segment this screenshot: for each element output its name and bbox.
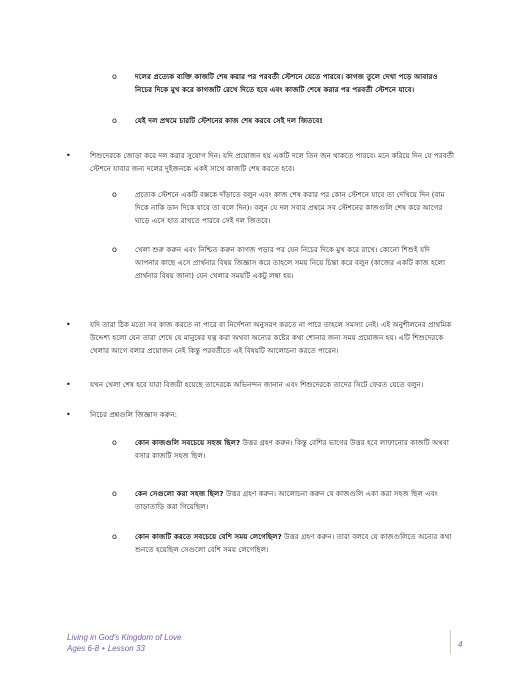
question-text: কোন কাজটি করতে সবচেয়ে বেশি সময় লেগেছিল? bbox=[135, 532, 282, 541]
circle-bullet-icon: o bbox=[112, 532, 117, 541]
circle-bullet-icon: o bbox=[112, 190, 117, 199]
instruction-text: নিচের প্রশ্নগুলি জিজ্ঞাস করুন: bbox=[90, 410, 178, 419]
instruction-text: যদি তারা ঠিক মতো সব কাজ করতে না পারে বা নির্দেশনা অনুসরণ করতে না পারে তাহলে সমস্যা নেই। এই অনুশীলনের প্রাথমিক উদ্দেশ্য হলো যেন তারা শেষে যে মানুষের যত্ন করা অথবা অন্যের কষ্টের কথা শোনার জন্য সময় প্রয়োজন হয়। এটি শিশুদেরকে খেলার আগে বলার প্রয়োজন নেই কিন্তু পরবর্তীতে এই বিষয়টি আলোচনা করতে পারেন। bbox=[90, 320, 452, 355]
list-item bbox=[112, 70, 455, 96]
dot-bullet-icon: • bbox=[66, 320, 71, 329]
footer-lesson-info bbox=[67, 643, 181, 654]
page-footer bbox=[67, 632, 181, 654]
page-number: 4 bbox=[458, 640, 463, 649]
circle-bullet-icon: o bbox=[112, 245, 117, 254]
list-item bbox=[66, 378, 455, 391]
answer-text: উত্তর গ্রহণ করুন। তারা বলবে যে কাজগুলিতে অন্যের কথা শুনতে হয়েছিল সেগুলো বেশি সময় লেগেছিল। bbox=[135, 532, 452, 554]
instruction-text: খেলা শুরু করুন এবং নিশ্চিত করুন কাগজ পড়ার পর যেন নিচের দিকে মুখ করে রাখে। কোনো শিশুই যদি আপনার কাছে এসে প্রার্থনার বিষয় জিজ্ঞাস করে তাহলে সময় নিয়ে চিন্তা করে বলুন (কাজের একটি কাজ হলো প্রার্থনার বিষয় জানা) যেন খেলার সময়টি একটু লম্বা হয়। bbox=[135, 245, 446, 280]
dot-bullet-icon: • bbox=[66, 380, 71, 389]
dot-bullet-icon: • bbox=[66, 410, 71, 419]
circle-bullet-icon: o bbox=[112, 116, 117, 125]
list-item bbox=[66, 318, 455, 357]
question-text: কোন কাজগুলি সবচেয়ে সহজ ছিল? bbox=[135, 438, 241, 447]
list-item bbox=[66, 149, 455, 175]
list-item bbox=[66, 408, 455, 421]
instruction-text: যখন খেলা শেষ হবে যারা বিজয়ী হয়েছে তাদেরকে অভিনন্দন জানান এবং শিশুদেরকে তাদের সিটে ফেরত যেতে বলুন। bbox=[90, 380, 424, 389]
question-item bbox=[112, 436, 455, 462]
list-item bbox=[112, 243, 455, 282]
dot-bullet-icon: • bbox=[66, 151, 71, 160]
footer-lesson: Lesson 33 bbox=[107, 644, 145, 653]
question-text: কেন সেগুলো করা সহজ ছিল? bbox=[135, 489, 224, 498]
instruction-text: দলের প্রত্যেক ব্যক্তি কাজটি শেষ করার পর পরবর্তী স্টেশনে যেতে পারবে। কাগজ তুলে দেখা পড়ে আবারও নিচের দিকে মুখ করে কাগজটি রেখে দিতে হবে এবং কাজটি শেষে করার পর পরবর্তী স্টেশনে যাবে। bbox=[135, 72, 438, 94]
instruction-text: যেই দল প্রথমে চারটি স্টেশনের কাজ শেষ করবে সেই দল জিতবে! bbox=[135, 116, 323, 125]
circle-bullet-icon: o bbox=[112, 72, 117, 81]
footer-series-title: Living in God's Kingdom of Love bbox=[67, 633, 182, 642]
footer-ages: Ages 6-8 bbox=[67, 644, 100, 653]
answer-text: উত্তর গ্রহণ করুন। কিন্তু বেশির ভাগের উত্তর হবে লাফানোর কাজটি অথবা বসার কাজটি সহজ ছিল। bbox=[135, 438, 449, 460]
footer-divider bbox=[450, 630, 451, 654]
question-item bbox=[112, 487, 455, 513]
list-item bbox=[112, 188, 455, 227]
list-item bbox=[112, 114, 455, 127]
answer-text: উত্তর গ্রহণ করুন। আলোচনা করুন যে কাজগুলি একা করা সহজ ছিল এবং তাড়াতাড়ি করা গিয়েছিল। bbox=[135, 489, 438, 511]
question-item bbox=[112, 530, 455, 556]
footer-separator: • bbox=[102, 644, 105, 653]
instruction-text: শিশুদেরকে জোড়া করে দল করার সুযোগ দিন। যদি প্রয়োজন হয় একটি দলে তিন জন থাকতে পারবে। মনে করিয়ে দিন যে পরবর্তী স্টেশনে যাবার জন্য দলের দুইজনকে একই সাথে কাজটি শেষ করতে হবে। bbox=[90, 151, 455, 173]
circle-bullet-icon: o bbox=[112, 489, 117, 498]
circle-bullet-icon: o bbox=[112, 438, 117, 447]
instruction-text: প্রত্যেক স্টেশনে একটি বক্সকে দাঁড়াতে বলুন এবং কাজ শেষ করার পর কোন স্টেশনে যাবে তা দেখিয়ে দিন (বাম দিকে নাকি ডান দিকে যাবে তা বলে দিন)। বলুন যে দল সবার প্রথমে সব স্টেশনের কাজগুলি শেষ করে আগের ঘাড়ে এসে হাত রাখতে পারবে সেই দল জিতবে। bbox=[135, 190, 445, 225]
